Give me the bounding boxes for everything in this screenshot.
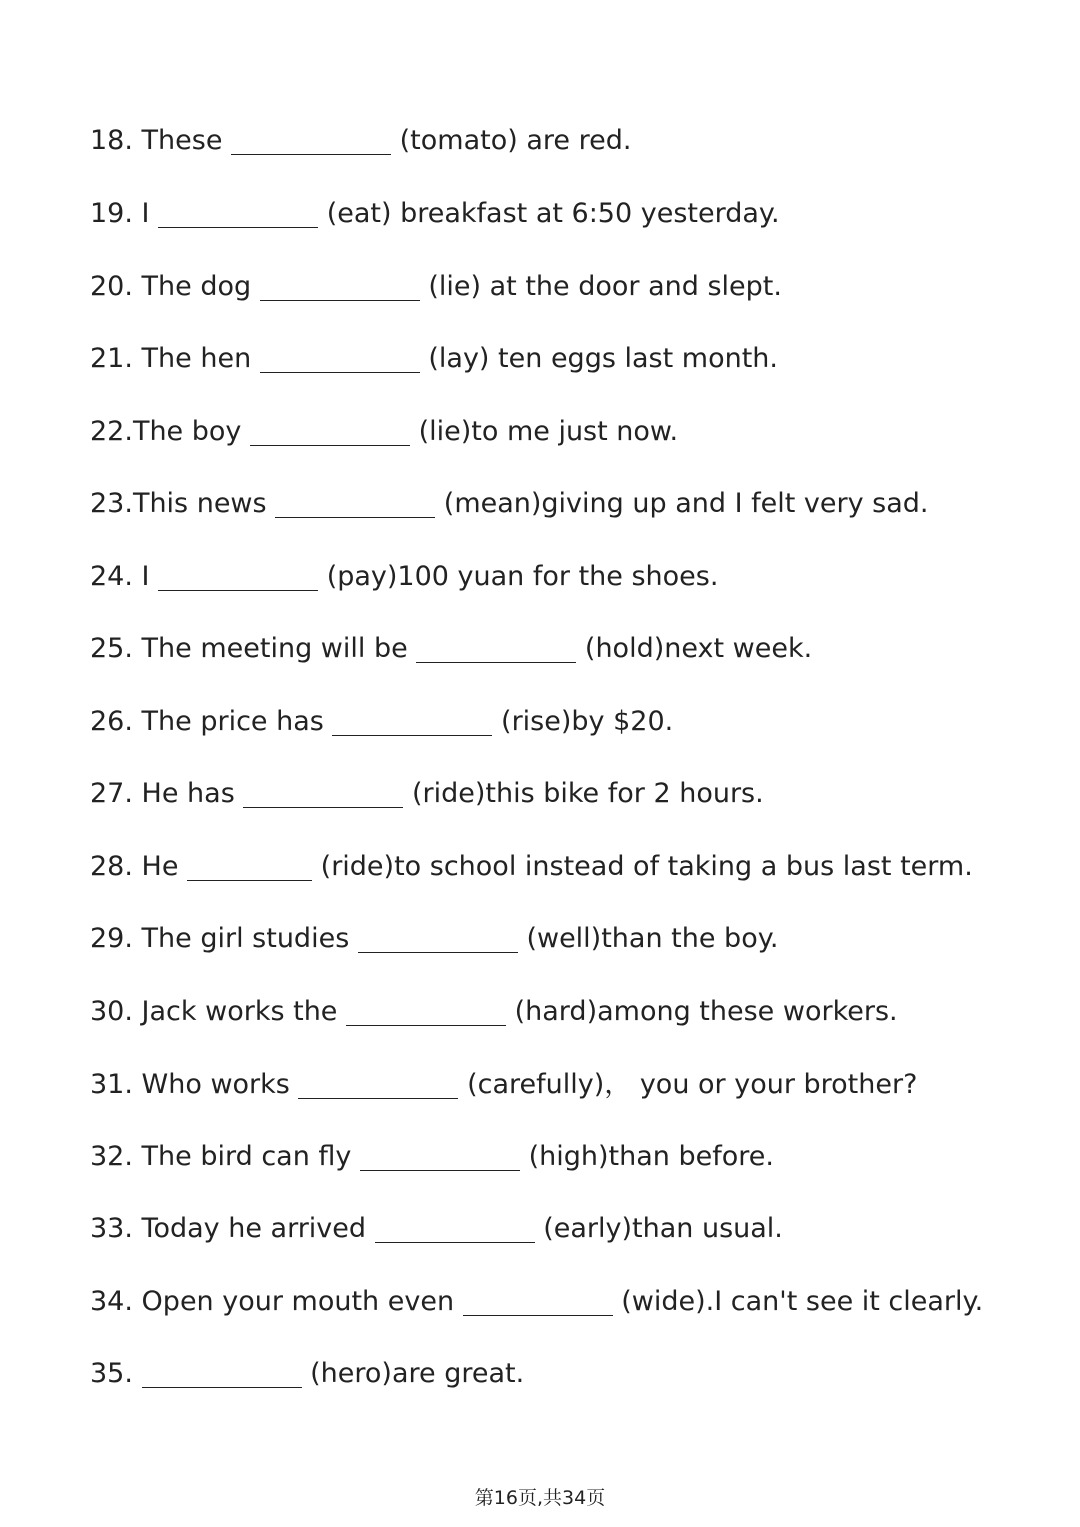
question-number: 22. (90, 416, 133, 447)
question-stem: Who works (141, 1069, 290, 1100)
question-number: 34. (90, 1286, 133, 1317)
answer-blank[interactable] (260, 348, 420, 373)
answer-blank[interactable] (360, 1146, 520, 1171)
question-stem: The dog (141, 271, 252, 302)
question-number: 20. (90, 271, 133, 302)
question-hint: (hero)are great. (310, 1358, 525, 1389)
question-hint: (ride)to school instead of taking a bus last term. (320, 851, 973, 882)
question-hint: (carefully)， you or your brother? (467, 1069, 918, 1100)
question-hint: (ride)this bike for 2 hours. (411, 778, 764, 809)
question-hint: (high)than before. (528, 1141, 774, 1172)
question-number: 18. (90, 125, 133, 156)
question-stem: The meeting will be (141, 633, 408, 664)
question-32 (90, 1140, 774, 1174)
question-23 (90, 487, 929, 521)
question-22 (90, 415, 678, 449)
question-35 (90, 1357, 524, 1391)
question-27 (90, 777, 764, 811)
answer-blank[interactable] (158, 203, 318, 228)
question-stem: The price has (141, 706, 324, 737)
question-stem: These (141, 125, 223, 156)
question-stem: Open your mouth even (141, 1286, 455, 1317)
question-25 (90, 632, 812, 666)
question-stem: Jack works the (141, 996, 338, 1027)
answer-blank[interactable] (260, 276, 420, 301)
answer-blank[interactable] (142, 1363, 302, 1388)
question-number: 21. (90, 343, 133, 374)
question-number: 29. (90, 923, 133, 954)
question-hint: (early)than usual. (543, 1213, 783, 1244)
question-number: 19. (90, 198, 133, 229)
question-33 (90, 1212, 783, 1246)
question-stem: The bird can fly (141, 1141, 352, 1172)
answer-blank[interactable] (250, 421, 410, 446)
question-number: 27. (90, 778, 133, 809)
answer-blank[interactable] (187, 856, 312, 881)
question-hint: (eat) breakfast at 6:50 yesterday. (326, 198, 780, 229)
question-number: 28. (90, 851, 133, 882)
question-number: 30. (90, 996, 133, 1027)
question-number: 31. (90, 1069, 133, 1100)
answer-blank[interactable] (243, 783, 403, 808)
question-19 (90, 197, 780, 231)
question-hint: (lay) ten eggs last month. (428, 343, 778, 374)
question-hint: (lie) at the door and slept. (428, 271, 782, 302)
question-18 (90, 124, 631, 158)
question-stem: He (141, 851, 179, 882)
question-stem: Today he arrived (141, 1213, 367, 1244)
question-hint: (well)than the boy. (526, 923, 779, 954)
question-stem: The girl studies (141, 923, 350, 954)
question-hint: (lie)to me just now. (418, 416, 679, 447)
question-hint: (mean)giving up and I felt very sad. (443, 488, 929, 519)
question-number: 23. (90, 488, 133, 519)
page-indicator: 第16页,共34页 (474, 1487, 606, 1509)
question-hint: (hard)among these workers. (514, 996, 898, 1027)
answer-blank[interactable] (158, 566, 318, 591)
question-stem: I (141, 198, 150, 229)
answer-blank[interactable] (332, 711, 492, 736)
question-number: 24. (90, 561, 133, 592)
question-number: 35. (90, 1358, 133, 1389)
answer-blank[interactable] (275, 493, 435, 518)
question-number: 32. (90, 1141, 133, 1172)
question-stem: The hen (141, 343, 252, 374)
answer-blank[interactable] (298, 1074, 458, 1099)
answer-blank[interactable] (358, 928, 518, 953)
question-number: 33. (90, 1213, 133, 1244)
question-number: 26. (90, 706, 133, 737)
question-26 (90, 705, 673, 739)
question-stem: This news (132, 488, 267, 519)
question-hint: (tomato) are red. (399, 125, 632, 156)
question-29 (90, 922, 778, 956)
question-30 (90, 995, 898, 1029)
question-hint: (hold)next week. (584, 633, 813, 664)
question-hint: (pay)100 yuan for the shoes. (326, 561, 719, 592)
question-stem: The boy (132, 416, 242, 447)
question-24 (90, 560, 718, 594)
question-hint: (rise)by $20. (501, 706, 674, 737)
answer-blank[interactable] (231, 130, 391, 155)
question-hint: (wide).I can't see it clearly. (621, 1286, 984, 1317)
question-34 (90, 1285, 983, 1319)
question-stem: He has (141, 778, 235, 809)
answer-blank[interactable] (346, 1001, 506, 1026)
question-stem: I (141, 561, 150, 592)
question-21 (90, 342, 778, 376)
question-31 (90, 1068, 917, 1102)
answer-blank[interactable] (375, 1218, 535, 1243)
question-20 (90, 270, 782, 304)
answer-blank[interactable] (416, 638, 576, 663)
question-number: 25. (90, 633, 133, 664)
question-28 (90, 850, 973, 884)
answer-blank[interactable] (463, 1291, 613, 1316)
